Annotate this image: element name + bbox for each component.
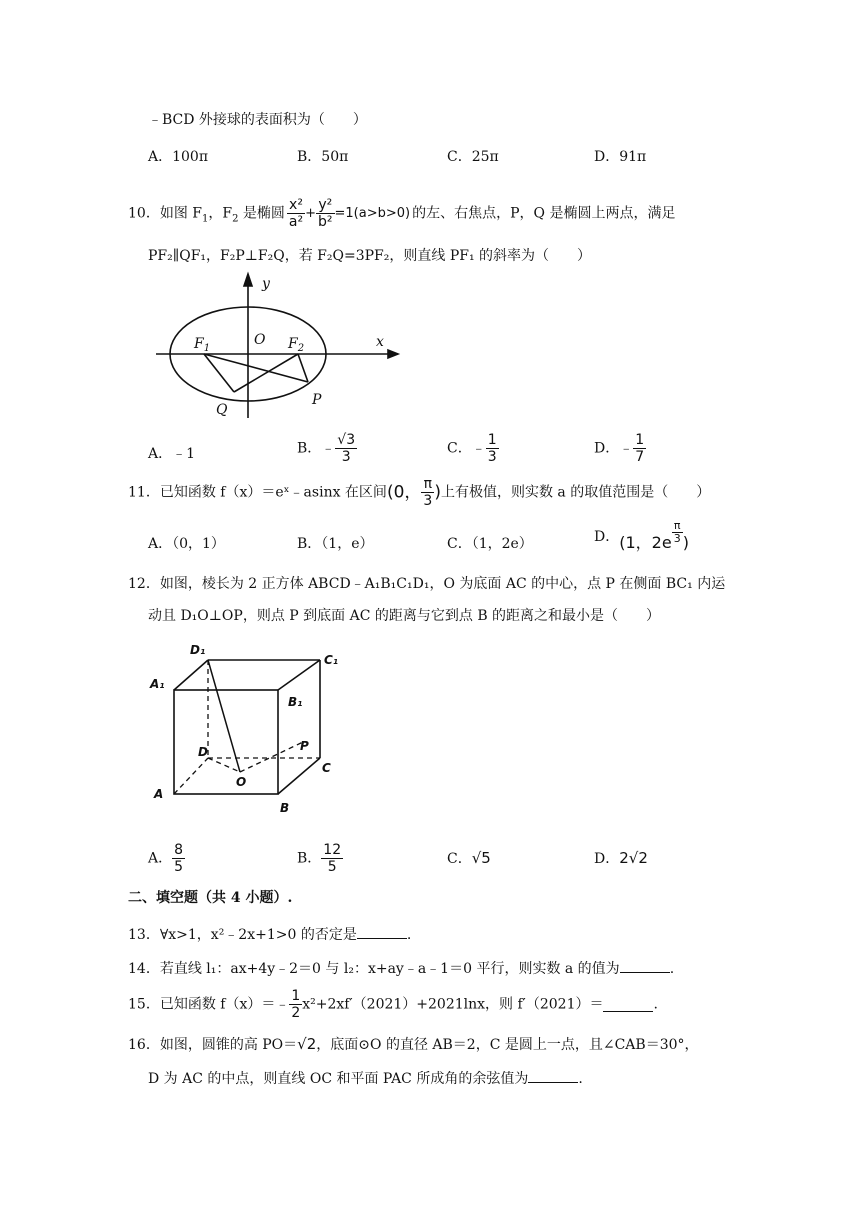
q10-option-b: B．﹣ $\frac{√3}{3}$ — [297, 432, 356, 465]
p-label: P — [300, 739, 309, 753]
c1-label: C₁ — [324, 653, 339, 667]
q10-line2: PF₂∥QF₁，F₂P⊥F₂Q，若 F₂Q=3PF₂，则直线 PF₁ 的斜率为（ ） — [148, 248, 592, 264]
q12-option-b: B． $\frac{12}{5}$ — [297, 842, 342, 875]
q9-option-c: C．25π — [447, 149, 499, 165]
b1-label: B₁ — [288, 695, 303, 709]
q10-option-c: C．﹣ $\frac{1}{3}$ — [447, 432, 497, 465]
cube-figure — [148, 638, 348, 818]
section-title: 二、填空题（共 4 小题）. — [128, 890, 293, 906]
q9-option-d: D．91π — [594, 149, 647, 165]
c-label: C — [322, 761, 331, 775]
f1-label: F — [194, 336, 204, 352]
p-label: P — [312, 392, 322, 408]
q11-line1: 11．已知函数 f（x）＝eˣ﹣asinx 在区间(0， $\frac{\pi}{3}$ )上有极值，则实数 a 的取值范围是（ ） — [128, 476, 711, 509]
origin-label: O — [254, 332, 266, 348]
a-label: A — [154, 787, 164, 801]
ellipse-equation: $\frac{\text{x²}}{\text{a²}}$ + $\frac{\text{y²}}{\text{b²}}$ =1(a>b>0) — [288, 197, 411, 230]
q16-line1: 16．如图，圆锥的高 PO＝√2，底面⊙O 的直径 AB＝2，C 是圆上一点，且∠CAB＝30°， — [128, 1035, 699, 1053]
q12-line2: 动且 D₁O⊥OP，则点 P 到底面 AC 的距离与它到点 B 的距离之和最小是（ ） — [148, 608, 661, 624]
o-label: O — [236, 775, 247, 789]
q9-option-b: B．50π — [297, 149, 349, 165]
f2-label: F — [288, 336, 298, 352]
q11-option-c: C．（1，2e） — [447, 536, 533, 552]
q15-text: 15．已知函数 f（x）＝﹣ $\frac{1}{2}$ x²+2xf′（2021）+2021lnx，则 f′（2021）＝ . — [128, 988, 658, 1021]
a1-label: A₁ — [150, 677, 165, 691]
q12-option-a: A． $\frac{8}{5}$ — [148, 842, 184, 875]
q16-line2: D 为 AC 的中点，则直线 OC 和平面 PAC 所成角的余弦值为 . — [148, 1068, 583, 1089]
b-label: B — [280, 801, 290, 815]
answer-blank[interactable] — [603, 997, 653, 1012]
q9-option-a: A．100π — [148, 149, 209, 165]
q10-option-d: D．﹣ $\frac{1}{7}$ — [594, 432, 645, 465]
ellipse-figure — [148, 270, 403, 430]
q11-option-d: D．(1，2e $\frac{\pi}{3}$ ) — [594, 519, 689, 552]
q-label: Q — [216, 402, 228, 418]
x-axis-label: x — [376, 334, 384, 350]
q10-option-a: A．﹣1 — [148, 446, 196, 462]
y-axis-label: y — [262, 276, 270, 292]
answer-blank[interactable] — [357, 924, 407, 939]
answer-blank[interactable] — [620, 958, 670, 973]
q13-text: 13．∀x>1，x²﹣2x+1>0 的否定是 . — [128, 924, 411, 945]
q10-line1: 10．如图 $F_1$，$F_2$ 是椭圆 $\frac{\text{x²}}{\text{a²}}$ + $\frac{\text{y²}}{\text{b²}}$ =1(a>b>0) 的左、右焦点，P，Q 是椭圆上两点，满足 — [128, 197, 676, 230]
q9-text: ﹣BCD 外接球的表面积为（ ） — [148, 112, 367, 128]
q12-option-c: C．√5 — [447, 849, 491, 867]
q12-line1: 12．如图，棱长为 2 正方体 ABCD﹣A₁B₁C₁D₁，O 为底面 AC 的中心，点 P 在侧面 BC₁ 内运 — [128, 576, 726, 592]
svg-text:F2: $F_2$ — [288, 336, 305, 354]
d-label: D — [198, 745, 208, 759]
q11-option-b: B．（1，e） — [297, 536, 374, 552]
q14-text: 14．若直线 l₁：ax+4y﹣2＝0 与 l₂：x+ay﹣a﹣1＝0 平行，则实数 a 的值为 . — [128, 958, 674, 979]
answer-blank[interactable] — [528, 1068, 578, 1083]
svg-text:F1: $F_1$ — [194, 336, 211, 354]
d1-label: D₁ — [190, 643, 206, 657]
q11-option-a: A．（0，1） — [148, 536, 225, 552]
q12-option-d: D．2√2 — [594, 849, 648, 867]
